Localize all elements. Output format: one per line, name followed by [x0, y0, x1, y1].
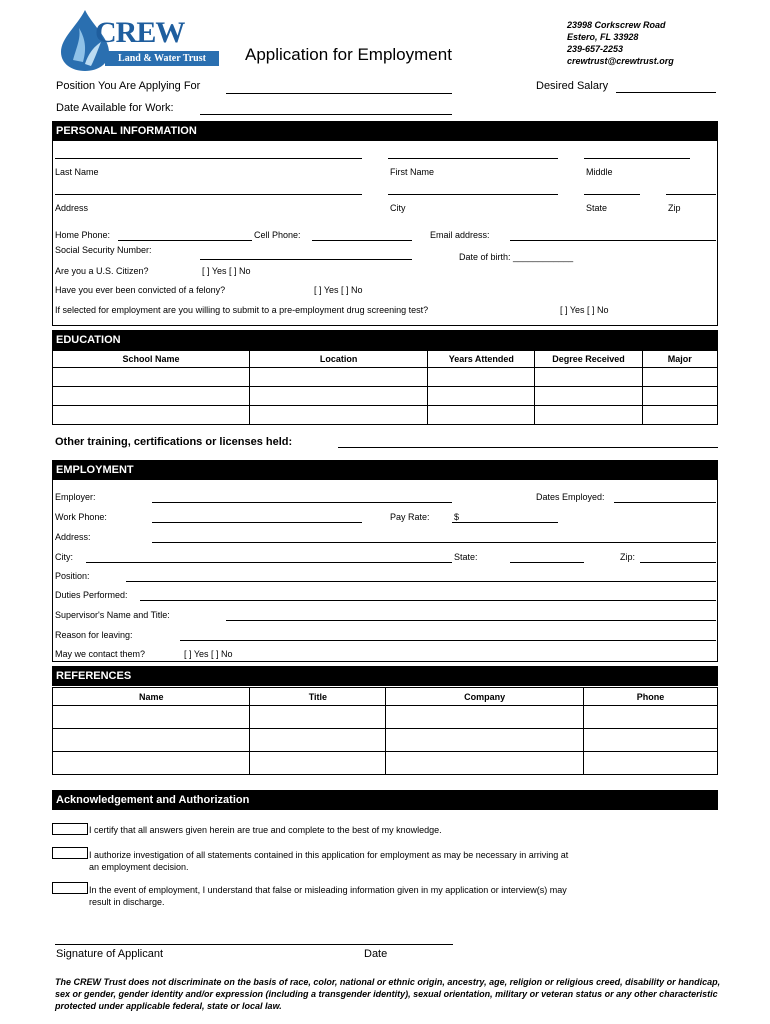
- table-cell[interactable]: [249, 368, 427, 387]
- city-label: City: [390, 203, 406, 213]
- ack-header: Acknowledgement and Authorization: [52, 790, 718, 810]
- table-row: [53, 387, 718, 406]
- ack-authorize-checkbox[interactable]: [52, 847, 88, 859]
- table-cell[interactable]: [535, 368, 642, 387]
- table-cell[interactable]: [583, 706, 717, 729]
- table-cell[interactable]: [53, 406, 250, 425]
- org-address: [567, 19, 674, 67]
- ack-authorize-line1: I authorize investigation of all statements contained in this application for employment as may be necessary in arriving at: [89, 850, 569, 860]
- position-held-label: Position:: [55, 571, 90, 581]
- city-field[interactable]: [388, 194, 558, 195]
- last-name-field[interactable]: [55, 158, 362, 159]
- position-field[interactable]: [226, 93, 452, 94]
- felony-question: Have you ever been convicted of a felony?: [55, 285, 226, 295]
- drug-test-options[interactable]: [ ] Yes [ ] No: [560, 305, 609, 315]
- personal-info-header: PERSONAL INFORMATION: [52, 121, 718, 141]
- edu-col-school: School Name: [53, 351, 250, 368]
- supervisor-field[interactable]: [226, 620, 716, 621]
- date-available-field[interactable]: [200, 114, 452, 115]
- table-cell[interactable]: [583, 752, 717, 775]
- emp-city-label: City:: [55, 552, 73, 562]
- other-training-field[interactable]: [338, 447, 718, 448]
- address-field[interactable]: [55, 194, 362, 195]
- table-cell[interactable]: [386, 752, 584, 775]
- address-email: crewtrust@crewtrust.org: [567, 56, 674, 66]
- address-street: 23998 Corkscrew Road: [567, 20, 666, 30]
- address-city: Estero, FL 33928: [567, 32, 639, 42]
- middle-label: Middle: [586, 167, 613, 177]
- first-name-field[interactable]: [388, 158, 558, 159]
- state-field[interactable]: [584, 194, 640, 195]
- dates-employed-label: Dates Employed:: [536, 492, 605, 502]
- employment-header: EMPLOYMENT: [52, 460, 718, 480]
- emp-address-field[interactable]: [152, 542, 716, 543]
- table-cell[interactable]: [250, 729, 386, 752]
- table-row: [53, 406, 718, 425]
- table-cell[interactable]: [53, 752, 250, 775]
- email-field[interactable]: [510, 240, 716, 241]
- ack-authorize-line2: an employment decision.: [89, 862, 189, 872]
- table-cell[interactable]: [249, 387, 427, 406]
- table-row: [53, 752, 718, 775]
- drug-test-question: If selected for employment are you willing to submit to a pre-employment drug screening test?: [55, 305, 429, 315]
- reason-leaving-label: Reason for leaving:: [55, 630, 133, 640]
- ref-col-phone: Phone: [583, 688, 717, 706]
- address-label: Address: [55, 203, 89, 213]
- position-held-field[interactable]: [126, 581, 716, 582]
- ssn-label: Social Security Number:: [55, 245, 152, 255]
- emp-city-field[interactable]: [86, 562, 452, 563]
- table-cell[interactable]: [386, 706, 584, 729]
- employer-label: Employer:: [55, 492, 96, 502]
- cell-phone-field[interactable]: [312, 240, 412, 241]
- other-training-label: Other training, certifications or licenses held:: [55, 436, 293, 448]
- salary-label: Desired Salary: [536, 80, 609, 92]
- pay-rate-label: Pay Rate:: [390, 512, 430, 522]
- references-header: REFERENCES: [52, 666, 718, 686]
- zip-field[interactable]: [666, 194, 716, 195]
- contact-question: May we contact them?: [55, 649, 146, 659]
- email-label: Email address:: [430, 230, 490, 240]
- emp-zip-field[interactable]: [640, 562, 716, 563]
- table-cell[interactable]: [53, 387, 250, 406]
- table-cell[interactable]: [53, 368, 250, 387]
- zip-label: Zip: [668, 203, 681, 213]
- logo-brand: CREW: [95, 16, 185, 49]
- employer-field[interactable]: [152, 502, 452, 503]
- home-phone-field[interactable]: [118, 240, 252, 241]
- contact-options[interactable]: [ ] Yes [ ] No: [184, 649, 233, 659]
- emp-state-field[interactable]: [510, 562, 584, 563]
- supervisor-label: Supervisor's Name and Title:: [55, 610, 170, 620]
- references-header-row: [53, 688, 718, 706]
- ack-certify-checkbox[interactable]: [52, 823, 88, 835]
- logo-tagline: Land & Water Trust: [105, 51, 219, 66]
- citizen-options[interactable]: [ ] Yes [ ] No: [202, 266, 251, 276]
- edu-col-location: Location: [249, 351, 427, 368]
- table-cell[interactable]: [250, 706, 386, 729]
- table-cell[interactable]: [53, 706, 250, 729]
- table-cell[interactable]: [386, 729, 584, 752]
- home-phone-label: Home Phone:: [55, 230, 111, 240]
- table-cell[interactable]: [428, 406, 535, 425]
- dob-field[interactable]: Date of birth: ____________: [459, 252, 574, 262]
- emp-address-label: Address:: [55, 532, 91, 542]
- table-cell[interactable]: [642, 368, 717, 387]
- signature-date-label: Date: [364, 948, 388, 960]
- references-table: [52, 687, 718, 775]
- ack-false-info-text: [89, 884, 567, 908]
- citizen-question: Are you a U.S. Citizen?: [55, 266, 149, 276]
- signature-line[interactable]: [55, 944, 453, 945]
- ack-false-info-line1: In the event of employment, I understand that false or misleading information given in my application or interview(s) may: [89, 885, 567, 895]
- duties-field[interactable]: [140, 600, 716, 601]
- work-phone-label: Work Phone:: [55, 512, 107, 522]
- employment-section: [52, 480, 718, 662]
- personal-info-section: [52, 141, 718, 326]
- dollar-sign: $: [454, 512, 460, 522]
- work-phone-field[interactable]: [152, 522, 362, 523]
- ref-col-name: Name: [53, 688, 250, 706]
- table-row: [53, 706, 718, 729]
- cell-phone-label: Cell Phone:: [254, 230, 301, 240]
- signature-label: Signature of Applicant: [56, 948, 164, 960]
- edu-col-years: Years Attended: [428, 351, 535, 368]
- ack-false-info-line2: result in discharge.: [89, 897, 165, 907]
- ref-col-title: Title: [250, 688, 386, 706]
- table-cell[interactable]: [249, 406, 427, 425]
- education-header-row: [53, 351, 718, 368]
- felony-options[interactable]: [ ] Yes [ ] No: [314, 285, 363, 295]
- table-cell[interactable]: [428, 368, 535, 387]
- table-cell[interactable]: [535, 406, 642, 425]
- education-header: EDUCATION: [52, 330, 718, 350]
- table-cell[interactable]: [642, 387, 717, 406]
- education-table: [52, 350, 718, 425]
- middle-field[interactable]: [584, 158, 690, 159]
- dates-employed-field[interactable]: [614, 502, 716, 503]
- non-discrimination-statement: The CREW Trust does not discriminate on the basis of race, color, national or ethnic origin, ancestry, age, religion or religious creed, disability or handicap, sex or gender, gender identity and/or expression (including a transgender identity), sexual orientation, military or veteran status or any other characteristic protected under applicable federal, state or local law.: [55, 977, 721, 1011]
- ack-authorize-text: [89, 849, 568, 873]
- first-name-label: First Name: [390, 167, 435, 177]
- emp-zip-label: Zip:: [620, 552, 636, 562]
- table-cell[interactable]: [428, 387, 535, 406]
- address-phone: 239-657-2253: [567, 44, 624, 54]
- table-cell[interactable]: [250, 752, 386, 775]
- pay-rate-field[interactable]: [452, 522, 558, 523]
- state-label: State: [586, 203, 608, 213]
- position-label: Position You Are Applying For: [56, 80, 201, 92]
- page-title: Application for Employment: [245, 45, 452, 64]
- duties-label: Duties Performed:: [55, 590, 128, 600]
- ack-certify-text: I certify that all answers given herein are true and complete to the best of my knowledge.: [89, 825, 442, 835]
- logo: [55, 8, 225, 72]
- ref-col-company: Company: [386, 688, 584, 706]
- table-row: [53, 729, 718, 752]
- salary-field[interactable]: [616, 92, 716, 93]
- date-available-label: Date Available for Work:: [56, 102, 174, 114]
- edu-col-degree: Degree Received: [535, 351, 642, 368]
- ssn-field[interactable]: [200, 259, 412, 260]
- emp-state-label: State:: [454, 552, 478, 562]
- last-name-label: Last Name: [55, 167, 99, 177]
- ack-false-info-checkbox[interactable]: [52, 882, 88, 894]
- table-cell[interactable]: [53, 729, 250, 752]
- table-cell[interactable]: [535, 387, 642, 406]
- reason-leaving-field[interactable]: [180, 640, 716, 641]
- edu-col-major: Major: [642, 351, 717, 368]
- table-cell[interactable]: [642, 406, 717, 425]
- table-cell[interactable]: [583, 729, 717, 752]
- table-row: [53, 368, 718, 387]
